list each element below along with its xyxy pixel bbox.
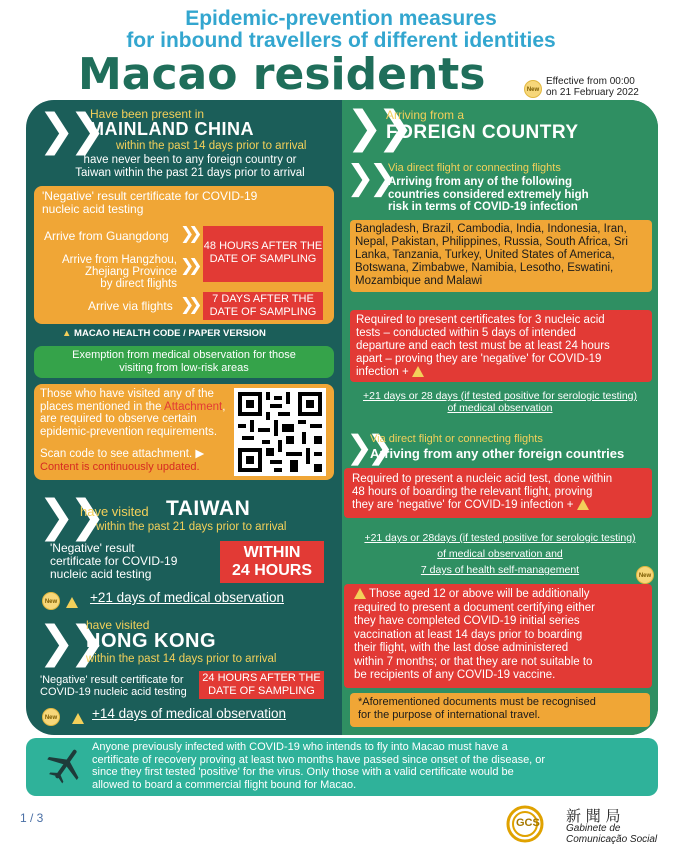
attachment-link[interactable]: Attachment — [164, 400, 223, 413]
within-line-1: WITHIN — [243, 544, 301, 561]
logo-chinese: 新 聞 局 — [566, 807, 621, 825]
attachment-text — [40, 388, 230, 438]
triangle-icon — [66, 594, 78, 612]
chevron-right-icon: ❯❯ — [180, 224, 197, 244]
hk-line-1: have visited — [86, 618, 150, 632]
new-badge-icon: New — [636, 566, 654, 584]
hangzhou-line-3: by direct flights — [100, 278, 177, 290]
hk-title: HONG KONG — [86, 630, 217, 652]
logo-abbreviation: GCS — [516, 817, 540, 829]
via-flights-1: Via direct flight or connecting flights — [388, 162, 561, 174]
arrive-hangzhou — [42, 254, 177, 290]
chevron-right-icon: ❯❯ — [180, 295, 197, 315]
hours48-line-1: 48 HOURS AFTER THE — [203, 240, 323, 252]
effective-line-1: Effective from 00:00 — [546, 76, 635, 87]
country-list — [350, 220, 652, 292]
req2-line-3-text: they are 'negative' for COVID-19 infection + — [352, 499, 574, 511]
vaccination-box — [344, 584, 652, 688]
note-line-2: for the purpose of international travel. — [358, 709, 541, 721]
req2-line-1: Required to present a nucleic acid test, done within — [352, 473, 613, 485]
vacc-line-6: within 7 months; or that they are not suitable to — [354, 655, 593, 668]
health-code-label: MACAO HEALTH CODE / PAPER VERSION — [74, 328, 266, 339]
qr-code[interactable] — [234, 388, 326, 476]
taiwan-cert-2: certificate for COVID-19 — [50, 554, 178, 568]
req-line-2: tests – conducted within 5 days of intended — [356, 327, 576, 339]
visited-2c: , — [222, 400, 226, 413]
foreign-line-1: Arriving from a — [386, 108, 465, 122]
new-badge-icon: New — [42, 592, 60, 610]
visited-line-3: are required to observe certain — [40, 413, 197, 425]
triangle-icon — [354, 588, 366, 599]
airplane-icon — [46, 744, 86, 784]
hk-hours-1: 24 HOURS AFTER THE — [202, 672, 321, 684]
vacc-line-7: be recipients of any COVID-19 vaccine. — [354, 669, 556, 681]
hangzhou-line-2: Zhejiang Province — [84, 266, 177, 278]
observation-other — [344, 530, 656, 578]
new-badge-icon: New — [524, 80, 542, 98]
observation-high-risk — [344, 390, 656, 414]
taiwan-cert-1: 'Negative' result — [50, 541, 135, 555]
obs2-line-1: +21 days or 28days (if tested positive for serologic testing) — [364, 532, 636, 544]
risk-line-3: risk in terms of COVID-19 infection — [388, 201, 578, 213]
footer-line-4: allowed to board a commercial flight bound for Macao. — [92, 778, 357, 791]
footer-line-1: Anyone previously infected with COVID-19 who intends to fly into Macao must have a — [92, 741, 508, 753]
obs2-line-2: of medical observation and — [437, 548, 563, 560]
page-indicator: 1 / 3 — [20, 811, 44, 825]
countries-line-4: Botswana, Zimbabwe, Namibia, Lesotho, Eswatini, — [355, 262, 614, 274]
effective-date — [546, 76, 639, 98]
page-title: Macao residents — [78, 49, 486, 100]
health-code — [62, 328, 266, 339]
taiwan-line-1: have visited — [80, 504, 149, 519]
hk-cert-1: 'Negative' result certificate for — [40, 674, 184, 686]
scan-code-label — [40, 446, 204, 460]
mainland-line-5: Taiwan within the past 21 days prior to arrival — [75, 167, 305, 179]
risk-line-1: Arriving from any of the following — [388, 176, 572, 188]
footer-line-2: certificate of recovery proving at least two months have passed since onset of the disease, or — [92, 753, 546, 766]
req-line-5-text: infection + — [356, 366, 409, 378]
req2-line-2: 48 hours of boarding the relevant flight, proving — [352, 486, 593, 498]
within-24-box — [220, 541, 324, 583]
taiwan-cert-3: nucleic acid testing — [50, 567, 152, 581]
arrive-flights: Arrive via flights — [88, 299, 173, 313]
vacc-line-1 — [354, 588, 642, 602]
days7-line-1: 7 DAYS AFTER THE — [212, 293, 314, 305]
chevron-right-icon: ❯❯ — [346, 158, 391, 198]
obs2-line-3: 7 days of health self-management — [420, 564, 580, 576]
chevron-right-icon: ❯❯ — [346, 428, 388, 466]
visited-line-2 — [40, 401, 230, 414]
visited-2a: places mentioned in the — [40, 400, 165, 413]
taiwan-cert — [50, 542, 177, 581]
one-test-box — [344, 468, 652, 518]
exemption-line-1: Exemption from medical observation for those — [72, 349, 296, 361]
req-line-3: departure and each test must be at least 24 hours — [356, 340, 610, 352]
exemption-box — [34, 346, 334, 378]
mainland-line-4: have never been to any foreign country or — [83, 154, 297, 166]
triangle-icon — [72, 710, 84, 728]
exemption-line-2: visiting from low-risk areas — [119, 362, 249, 374]
visited-line-1: Those who have visited any of the — [40, 388, 214, 400]
req2-line-3 — [352, 499, 644, 512]
vacc-line-4: vaccination at least 14 days prior to boarding — [354, 628, 583, 641]
vacc-line-1-text: Those aged 12 or above will be additionally — [369, 588, 590, 600]
hangzhou-line-1: Arrive from Hangzhou, — [61, 254, 177, 266]
other-countries-heading: Arriving from any other foreign countries — [370, 446, 625, 461]
chevron-right-icon: ❯❯ — [346, 102, 408, 153]
note-line-1: *Aforementioned documents must be recognised — [358, 696, 596, 708]
cert-line-2: nucleic acid testing — [42, 202, 144, 216]
vacc-line-3: they have completed COVID-19 initial series — [354, 615, 580, 627]
visited-line-4: epidemic-prevention requirements. — [40, 425, 218, 438]
countries-line-1: Bangladesh, Brazil, Cambodia, India, Indonesia, Iran, — [355, 223, 627, 235]
logo-pt-2: Comunicação Social — [566, 834, 658, 845]
obs1-line-1: +21 days or 28 days (if tested positive for serologic testing) — [362, 390, 637, 402]
countries-line-3: Lanka, Tanzania, Turkey, United States of America, — [355, 249, 615, 261]
triangle-icon — [412, 366, 424, 377]
taiwan-line-3: within the past 21 days prior to arrival — [96, 521, 287, 533]
header-line-1: Epidemic-prevention measures — [185, 7, 497, 30]
days-7-box — [203, 292, 323, 320]
hk-hours-2: DATE OF SAMPLING — [208, 685, 315, 697]
mainland-note — [40, 154, 340, 180]
hk-cert — [40, 674, 187, 698]
countries-line-2: Nepal, Pakistan, Philippines, Russia, South Africa, Sri — [355, 236, 628, 248]
hk-observation: +14 days of medical observation — [92, 706, 286, 721]
hours-48-box — [203, 226, 323, 282]
cert-line-1: 'Negative' result certificate for COVID-19 — [42, 189, 258, 203]
via-flights-2: Via direct flight or connecting flights — [370, 433, 543, 445]
chevron-right-icon: ❯❯ — [38, 617, 100, 668]
hk-line-3: within the past 14 days prior to arrival — [86, 653, 277, 665]
mainland-line-1: Have been present in — [90, 107, 205, 121]
vacc-line-5: their flight, with the last dose administered — [354, 642, 569, 654]
play-icon: ▶ — [195, 448, 205, 460]
triangle-icon — [577, 499, 589, 510]
risk-line-2: countries considered extremely high — [388, 188, 589, 201]
mainland-line-3: within the past 14 days prior to arrival — [116, 140, 307, 152]
req-line-5 — [356, 366, 646, 379]
footer-line-3: since they first tested 'positive' for the virus. Only those with a valid certificate would be — [92, 766, 514, 778]
hk-hours-box — [199, 671, 324, 699]
new-badge-icon: New — [42, 708, 60, 726]
taiwan-title: TAIWAN — [166, 497, 251, 520]
effective-line-2: on 21 February 2022 — [546, 87, 639, 98]
days7-line-2: DATE OF SAMPLING — [209, 306, 317, 318]
chevron-right-icon: ❯❯ — [38, 491, 100, 542]
recovery-text — [92, 741, 652, 791]
triangle-icon: ▲ — [62, 328, 75, 339]
countries-line-5: Mozambique and Malawi — [355, 275, 483, 287]
header-line-2: for inbound travellers of different identities — [126, 29, 556, 52]
obs1-line-2: of medical observation — [447, 402, 553, 414]
scan-text: Scan code to see attachment. — [40, 448, 193, 460]
hk-cert-2: COVID-19 nucleic acid testing — [40, 686, 187, 698]
logo-pt-1: Gabinete de — [566, 823, 621, 834]
req-line-4: apart – proving they are 'negative' for COVID-19 — [356, 353, 602, 365]
req-line-1: Required to present certificates for 3 nucleic acid — [356, 314, 605, 326]
mainland-title: MAINLAND CHINA — [89, 119, 254, 139]
vacc-line-2: required to present a document certifying either — [354, 601, 595, 614]
arrive-guangdong: Arrive from Guangdong — [44, 229, 169, 243]
logo-portuguese — [566, 823, 657, 845]
note-box — [350, 693, 650, 727]
foreign-title: FOREIGN COUNTRY — [386, 122, 579, 143]
taiwan-observation: +21 days of medical observation — [90, 590, 284, 605]
high-risk-heading — [388, 176, 589, 214]
within-line-2: 24 HOURS — [231, 562, 313, 579]
chevron-right-icon: ❯❯ — [38, 105, 100, 156]
chevron-right-icon: ❯❯ — [180, 256, 197, 276]
updated-note: Content is continuously updated. — [40, 461, 200, 473]
hours48-line-2: DATE OF SAMPLING — [209, 253, 317, 265]
three-tests-box — [350, 310, 652, 382]
mainland-cert-title — [42, 190, 257, 216]
